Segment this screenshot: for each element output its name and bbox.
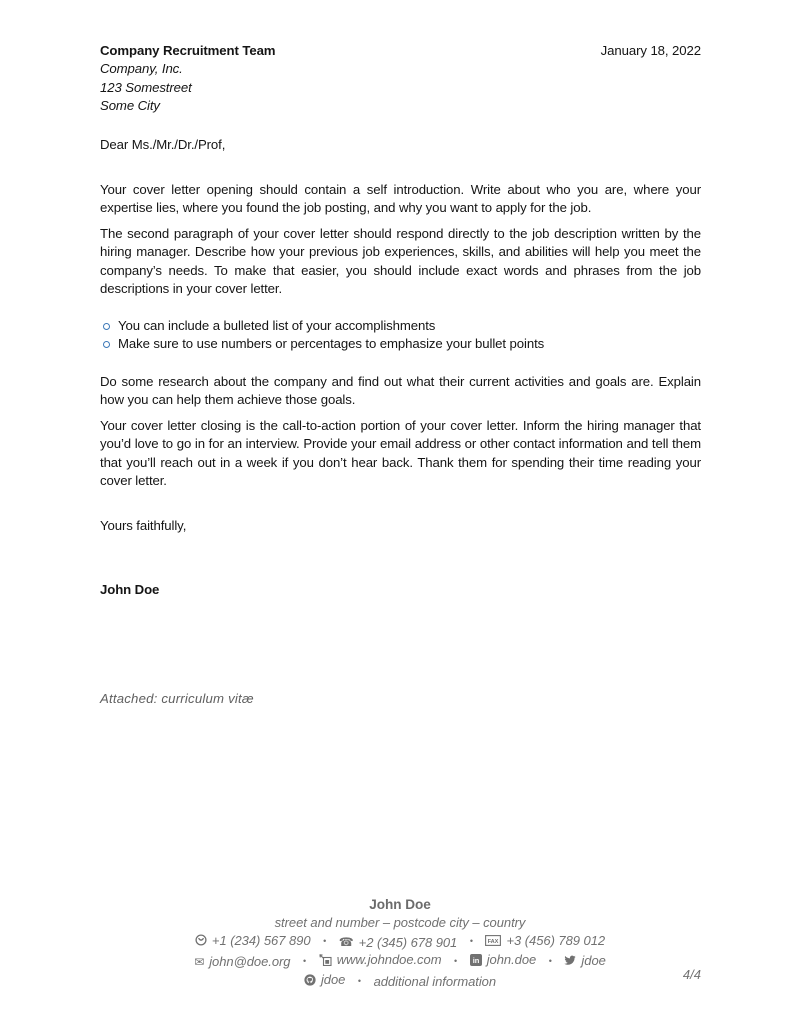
- list-item: [100, 317, 701, 335]
- additional-info: additional information: [373, 974, 497, 990]
- list-item-text: Make sure to use numbers or percentages to emphasize your bullet points: [118, 336, 545, 352]
- footer-web-row: [0, 951, 800, 971]
- twitter-contact[interactable]: [564, 952, 605, 970]
- recipient-company: Company, Inc.: [100, 61, 183, 77]
- page-number: 4/4: [682, 967, 701, 982]
- website-contact[interactable]: [319, 951, 442, 969]
- mobile-number: +1 (234) 567 890: [211, 932, 311, 948]
- github-handle: jdoe: [320, 972, 346, 988]
- footer-address: street and number – postcode city – country: [274, 914, 526, 930]
- list-item-text: You can include a bulleted list of your accomplishments: [118, 318, 436, 333]
- fax-icon: [485, 935, 501, 946]
- email-address: john@doe.org: [209, 954, 291, 970]
- bullet-circle-icon: [103, 323, 110, 330]
- fax-contact[interactable]: [485, 932, 605, 950]
- website-cursor-icon: [319, 954, 332, 966]
- valediction: Yours faithfully,: [100, 518, 187, 533]
- linkedin-contact[interactable]: [470, 951, 536, 969]
- paragraph-closing: Your cover letter closing is the call-to-action portion of your cover letter. Inform the hiring manager that you’d love to go in for an interview. Provide your email address or other contact information and tell them that you’ll reach out in a week if you don’t hear back. Thank them for spending their time reading your cover letter.: [100, 418, 701, 488]
- accomplishments-list: [100, 317, 701, 354]
- recipient-name: Company Recruitment Team: [100, 43, 276, 58]
- separator-dot: •: [548, 956, 552, 967]
- separator-dot: •: [454, 956, 458, 967]
- recipient-city: Some City: [100, 97, 160, 113]
- phone-contact[interactable]: [339, 934, 458, 952]
- website-url: www.johndoe.com: [336, 952, 442, 968]
- paragraph-second: The second paragraph of your cover letter should respond directly to the job description written by the hiring manager. Describe how your previous job experiences, skills, and abilities will help you meet the company’s needs. To make that easier, you should include exact words and phrases from the job descriptions in your cover letter.: [100, 226, 701, 296]
- bullet-circle-icon: [103, 341, 110, 348]
- mobile-phone-icon: [195, 934, 207, 946]
- signature-name: John Doe: [100, 582, 160, 597]
- twitter-handle: jdoe: [581, 952, 606, 968]
- telephone-icon: ☎: [338, 935, 354, 950]
- phone-number: +2 (345) 678 901: [358, 934, 458, 950]
- footer-extra-row: [0, 971, 800, 991]
- separator-dot: •: [323, 936, 327, 947]
- letter-date: January 18, 2022: [600, 43, 701, 58]
- paragraph-research: Do some research about the company and find out what their current activities and goals are. Explain how you can help them achieve those goals.: [100, 374, 701, 408]
- letter-footer: [0, 896, 800, 991]
- separator-dot: •: [469, 936, 473, 947]
- email-contact[interactable]: [194, 953, 290, 971]
- letter-header: [100, 42, 701, 115]
- github-contact[interactable]: [304, 971, 345, 989]
- recipient-block: [100, 42, 275, 115]
- separator-dot: •: [357, 976, 361, 987]
- mobile-contact[interactable]: [195, 932, 311, 950]
- fax-number: +3 (456) 789 012: [506, 933, 606, 949]
- paragraph-intro: Your cover letter opening should contain a self introduction. Write about who you are, where your expertise lies, where you found the job posting, and why you want to apply for the job.: [100, 182, 701, 216]
- linkedin-icon-label: in: [472, 956, 479, 966]
- github-icon: [304, 974, 316, 986]
- footer-name: John Doe: [369, 897, 431, 912]
- fax-icon-label: FAX: [488, 939, 499, 946]
- recipient-street: 123 Somestreet: [100, 79, 192, 95]
- footer-phone-row: [0, 932, 800, 952]
- linkedin-handle: john.doe: [486, 952, 537, 968]
- linkedin-icon: [470, 954, 482, 966]
- envelope-icon: ✉: [194, 955, 205, 970]
- twitter-icon: [564, 955, 576, 966]
- salutation: Dear Ms./Mr./Dr./Prof,: [100, 137, 226, 152]
- attachment-note: Attached: curriculum vitæ: [100, 691, 254, 706]
- list-item: [100, 335, 701, 353]
- separator-dot: •: [303, 956, 307, 967]
